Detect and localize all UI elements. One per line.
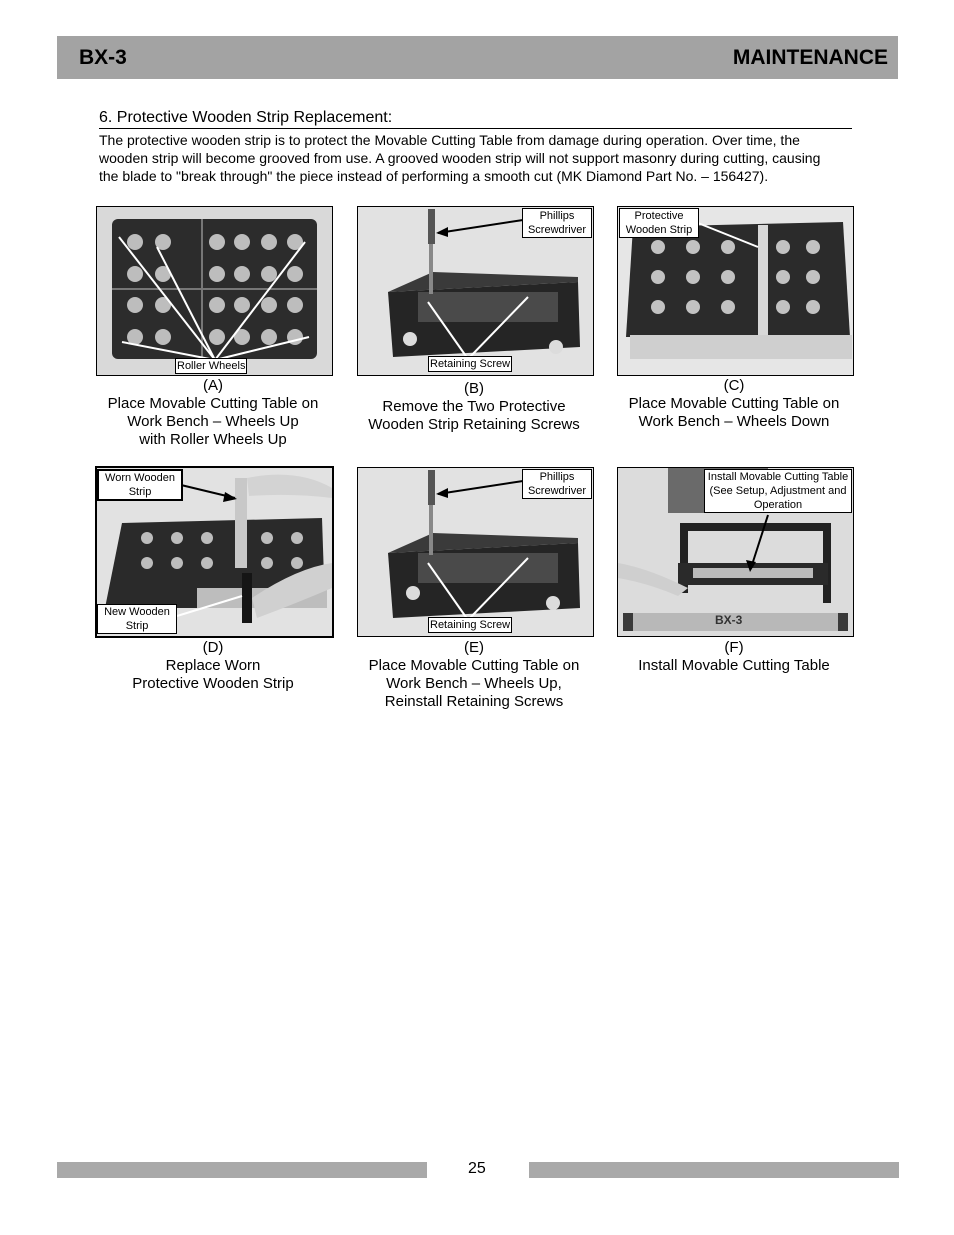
caption-f [604, 639, 864, 675]
caption-e-line-2: Work Bench – Wheels Up, [386, 675, 562, 692]
bx3-logo-text: BX-3 [715, 613, 743, 627]
header-bar [57, 36, 898, 79]
callout-protective-wooden-strip: Protective Wooden Strip [619, 208, 699, 238]
footer-bar-left [57, 1162, 427, 1178]
caption-e [344, 639, 604, 711]
callout-phillips-screwdriver-b: Phillips Screwdriver [522, 208, 592, 238]
caption-e-letter: (E) [464, 639, 484, 656]
caption-a-letter: (A) [203, 377, 223, 394]
caption-c-line-1: Place Movable Cutting Table on [628, 395, 840, 412]
callout-worn-wooden-strip: Worn Wooden Strip [97, 469, 183, 501]
caption-a [83, 377, 343, 449]
section-title-header: MAINTENANCE [732, 46, 888, 69]
caption-e-line-3: Reinstall Retaining Screws [384, 693, 564, 710]
callout-install-table: Install Movable Cutting Table (See Setup, Adjustment and Operation [704, 469, 852, 513]
caption-a-line-1: Place Movable Cutting Table on [107, 395, 319, 412]
footer-bar-right [529, 1162, 899, 1178]
caption-b-letter: (B) [464, 380, 484, 397]
callout-retaining-screw-b: Retaining Screw [430, 358, 511, 370]
caption-b-line-1: Remove the Two Protective [382, 398, 566, 415]
section-heading: 6. Protective Wooden Strip Replacement: [99, 109, 852, 129]
caption-d [83, 639, 343, 693]
caption-d-line-1: Replace Worn [165, 657, 261, 674]
caption-c [604, 377, 864, 431]
callout-phillips-screwdriver-e: Phillips Screwdriver [522, 469, 592, 499]
caption-c-line-2: Work Bench – Wheels Down [638, 413, 830, 430]
photo-f [617, 467, 854, 637]
photo-b [357, 206, 594, 376]
caption-d-letter: (D) [202, 639, 224, 656]
caption-a-line-3: with Roller Wheels Up [139, 431, 287, 448]
model-title: BX-3 [79, 46, 127, 69]
caption-d-line-2: Protective Wooden Strip [132, 675, 294, 692]
photo-e [357, 467, 594, 637]
page-number: 25 [468, 1160, 486, 1177]
photo-c [617, 206, 854, 376]
callout-retaining-screw-e: Retaining Screw [430, 619, 511, 631]
caption-b-line-2: Wooden Strip Retaining Screws [368, 416, 580, 433]
photo-d [95, 466, 334, 638]
caption-e-line-1: Place Movable Cutting Table on [368, 657, 580, 674]
intro-paragraph: The protective wooden strip is to protect the Movable Cutting Table from damage during operation. Over time, the wooden strip will become grooved from use. A grooved wooden strip will not support masonry during cutting, causing the blade to "break through" the piece instead of performing a smooth cut (MK Diamond Part No. – 156427). [99, 132, 821, 184]
caption-c-letter: (C) [723, 377, 745, 394]
callout-new-wooden-strip: New Wooden Strip [97, 604, 177, 634]
callout-roller-wheels: Roller Wheels [177, 360, 246, 372]
caption-b [344, 380, 604, 434]
caption-a-line-2: Work Bench – Wheels Up [127, 413, 299, 430]
caption-f-letter: (F) [724, 639, 744, 656]
photo-a [96, 206, 333, 376]
caption-f-line-1: Install Movable Cutting Table [638, 657, 830, 674]
